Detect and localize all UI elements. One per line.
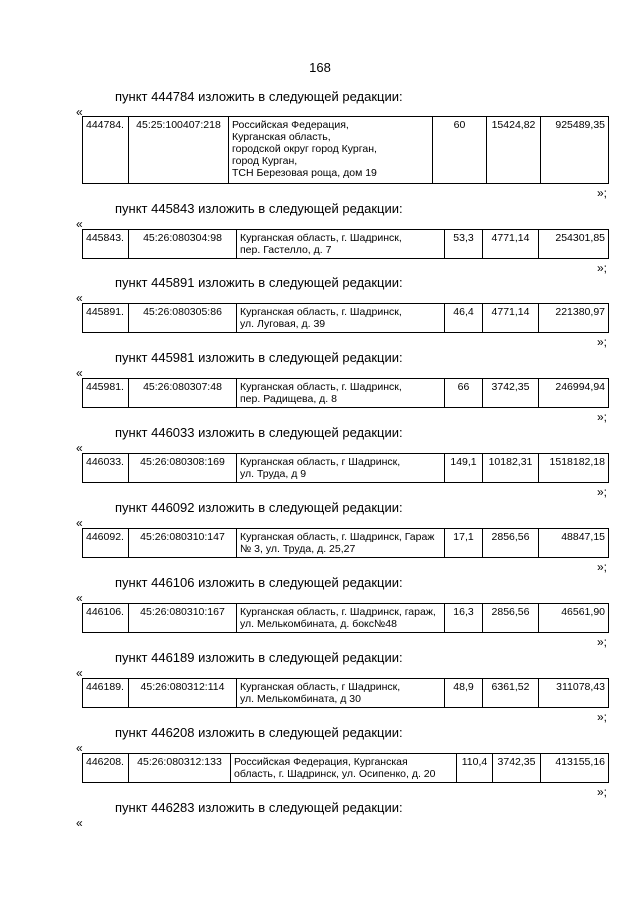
address-line: область, г. Шадринск, ул. Осипенко, д. 20	[234, 768, 436, 780]
address-line: пер. Радищева, д. 8	[240, 393, 337, 405]
total-value: 221380,97	[539, 304, 609, 333]
open-quote: «	[76, 291, 83, 305]
close-quote: »;	[597, 485, 608, 499]
close-quote: »;	[597, 261, 608, 275]
row-number: 445981.	[83, 379, 129, 408]
close-quote: »;	[597, 560, 608, 574]
address-line: ул. Мелькомбината, д 30	[240, 693, 361, 705]
address-cell	[237, 230, 445, 259]
section-heading: пункт 446092 изложить в следующей редакции:	[115, 500, 403, 515]
price-value: 3742,35	[483, 379, 539, 408]
total-value: 246994,94	[539, 379, 609, 408]
address-cell	[237, 604, 445, 633]
section-heading: пункт 444784 изложить в следующей редакции:	[115, 89, 403, 104]
address-line: Курганская область,	[232, 131, 331, 143]
table-row	[83, 529, 609, 558]
cadastral-number: 45:26:080312:114	[129, 679, 237, 708]
area-value: 60	[433, 117, 487, 184]
page-number: 168	[309, 60, 331, 75]
record-table	[82, 303, 609, 333]
address-line: Курганская область, г. Шадринск,	[240, 306, 402, 318]
open-quote: «	[76, 366, 83, 380]
address-line: городской округ город Курган,	[232, 143, 377, 155]
row-number: 446106.	[83, 604, 129, 633]
open-quote: «	[76, 666, 83, 680]
section-heading: пункт 445981 изложить в следующей редакции:	[115, 350, 403, 365]
cadastral-number: 45:26:080310:167	[129, 604, 237, 633]
area-value: 17,1	[445, 529, 483, 558]
address-line: пер. Гастелло, д. 7	[240, 244, 332, 256]
address-line: Курганская область, г. Шадринск, Гараж	[240, 531, 435, 543]
open-quote: «	[76, 816, 83, 830]
table-row	[83, 454, 609, 483]
cadastral-number: 45:26:080304:98	[129, 230, 237, 259]
area-value: 66	[445, 379, 483, 408]
address-line: Курганская область, г. Шадринск, гараж,	[240, 606, 436, 618]
area-value: 53,3	[445, 230, 483, 259]
close-quote: »;	[597, 335, 608, 349]
close-quote: »;	[597, 710, 608, 724]
address-line: Российская Федерация,	[232, 119, 349, 131]
address-line: ул. Труда, д 9	[240, 468, 307, 480]
area-value: 149,1	[445, 454, 483, 483]
row-number: 445843.	[83, 230, 129, 259]
total-value: 254301,85	[539, 230, 609, 259]
row-number: 444784.	[83, 117, 129, 184]
price-value: 2856,56	[483, 529, 539, 558]
table-row	[83, 379, 609, 408]
section-heading: пункт 445843 изложить в следующей редакции:	[115, 201, 403, 216]
address-line: Курганская область, г Шадринск,	[240, 681, 401, 693]
price-value: 2856,56	[483, 604, 539, 633]
address-line: № 3, ул. Труда, д. 25,27	[240, 543, 356, 555]
open-quote: «	[76, 591, 83, 605]
record-table	[82, 528, 609, 558]
section-heading: пункт 446208 изложить в следующей редакции:	[115, 725, 403, 740]
table-row	[83, 754, 609, 783]
open-quote: «	[76, 741, 83, 755]
address-line: Курганская область, г. Шадринск,	[240, 381, 402, 393]
address-line: Курганская область, г. Шадринск,	[240, 232, 402, 244]
row-number: 446033.	[83, 454, 129, 483]
section-heading: пункт 445891 изложить в следующей редакции:	[115, 275, 403, 290]
cadastral-number: 45:26:080312:133	[129, 754, 231, 783]
area-value: 16,3	[445, 604, 483, 633]
address-cell	[237, 679, 445, 708]
address-line: Курганская область, г Шадринск,	[240, 456, 401, 468]
record-table	[82, 378, 609, 408]
area-value: 48,9	[445, 679, 483, 708]
cadastral-number: 45:26:080308:169	[129, 454, 237, 483]
total-value: 1518182,18	[539, 454, 609, 483]
close-quote: »;	[597, 785, 608, 799]
record-table	[82, 116, 609, 184]
row-number: 446092.	[83, 529, 129, 558]
address-line: город Курган,	[232, 155, 298, 167]
address-line: ул. Луговая, д. 39	[240, 318, 326, 330]
address-line: Российская Федерация, Курганская	[234, 756, 408, 768]
price-value: 3742,35	[493, 754, 541, 783]
record-table	[82, 229, 609, 259]
table-row	[83, 679, 609, 708]
cadastral-number: 45:25:100407:218	[129, 117, 229, 184]
price-value: 6361,52	[483, 679, 539, 708]
area-value: 110,4	[457, 754, 493, 783]
cadastral-number: 45:26:080305:86	[129, 304, 237, 333]
price-value: 10182,31	[483, 454, 539, 483]
price-value: 15424,82	[487, 117, 541, 184]
record-table	[82, 678, 609, 708]
cadastral-number: 45:26:080307:48	[129, 379, 237, 408]
section-heading: пункт 446189 изложить в следующей редакции:	[115, 650, 403, 665]
open-quote: «	[76, 516, 83, 530]
open-quote: «	[76, 217, 83, 231]
address-cell	[237, 304, 445, 333]
total-value: 311078,43	[539, 679, 609, 708]
row-number: 446189.	[83, 679, 129, 708]
row-number: 446208.	[83, 754, 129, 783]
record-table	[82, 603, 609, 633]
address-line: ТСН Березовая роща, дом 19	[232, 167, 377, 179]
close-quote: »;	[597, 635, 608, 649]
open-quote: «	[76, 441, 83, 455]
area-value: 46,4	[445, 304, 483, 333]
address-line: ул. Мелькомбината, д. бокс№48	[240, 618, 397, 630]
total-value: 925489,35	[541, 117, 609, 184]
cadastral-number: 45:26:080310:147	[129, 529, 237, 558]
open-quote: «	[76, 105, 83, 119]
address-cell	[237, 379, 445, 408]
record-table	[82, 453, 609, 483]
total-value: 413155,16	[541, 754, 609, 783]
table-row	[83, 230, 609, 259]
section-heading: пункт 446106 изложить в следующей редакции:	[115, 575, 403, 590]
section-heading: пункт 446033 изложить в следующей редакции:	[115, 425, 403, 440]
price-value: 4771,14	[483, 230, 539, 259]
table-row	[83, 304, 609, 333]
record-table	[82, 753, 609, 783]
close-quote: »;	[597, 410, 608, 424]
address-cell	[229, 117, 433, 184]
close-quote: »;	[597, 186, 608, 200]
address-cell	[237, 529, 445, 558]
section-heading: пункт 446283 изложить в следующей редакции:	[115, 800, 403, 815]
total-value: 46561,90	[539, 604, 609, 633]
table-row	[83, 604, 609, 633]
price-value: 4771,14	[483, 304, 539, 333]
total-value: 48847,15	[539, 529, 609, 558]
address-cell	[237, 454, 445, 483]
address-cell	[231, 754, 457, 783]
row-number: 445891.	[83, 304, 129, 333]
table-row	[83, 117, 609, 184]
